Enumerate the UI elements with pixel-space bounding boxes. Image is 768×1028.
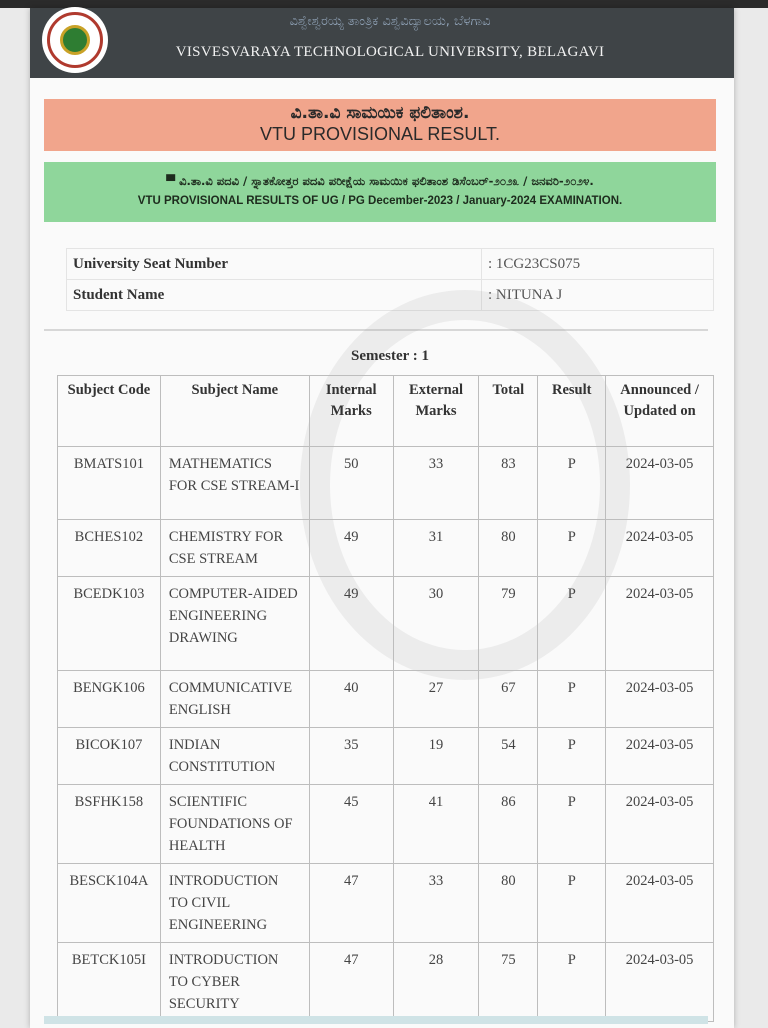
university-logo bbox=[42, 7, 108, 73]
external-marks: 28 bbox=[393, 943, 479, 1022]
table-row bbox=[58, 864, 714, 943]
usn-row bbox=[67, 249, 714, 280]
result: P bbox=[538, 728, 606, 785]
university-name-english: VISVESVARAYA TECHNOLOGICAL UNIVERSITY, BELAGAVI bbox=[175, 44, 605, 60]
internal-marks: 40 bbox=[309, 671, 393, 728]
announced-date: 2024-03-05 bbox=[606, 785, 714, 864]
announced-date: 2024-03-05 bbox=[606, 943, 714, 1022]
student-name-row bbox=[67, 280, 714, 311]
subject-name: INTRODUCTION TO CYBER SECURITY bbox=[160, 943, 309, 1022]
result: P bbox=[538, 447, 606, 520]
semester-label: Semester : 1 bbox=[350, 348, 430, 364]
table-row bbox=[58, 671, 714, 728]
exam-banner-english: VTU PROVISIONAL RESULTS OF UG / PG December-2023 / January-2024 EXAMINATION. bbox=[137, 195, 623, 207]
announced-date: 2024-03-05 bbox=[606, 447, 714, 520]
subject-code: BICOK107 bbox=[58, 728, 161, 785]
subject-name: COMPUTER-AIDED ENGINEERING DRAWING bbox=[160, 577, 309, 671]
subject-code: BENGK106 bbox=[58, 671, 161, 728]
total-marks: 79 bbox=[479, 577, 538, 671]
announced-date: 2024-03-05 bbox=[606, 728, 714, 785]
internal-marks: 49 bbox=[309, 520, 393, 577]
header-internal-marks: Internal Marks bbox=[309, 376, 393, 447]
result: P bbox=[538, 864, 606, 943]
announced-date: 2024-03-05 bbox=[606, 577, 714, 671]
table-row bbox=[58, 943, 714, 1022]
document-icon: ▀ bbox=[166, 174, 180, 188]
student-name-value: : NITUNA J bbox=[482, 280, 714, 311]
subject-name: INDIAN CONSTITUTION bbox=[160, 728, 309, 785]
subject-name: CHEMISTRY FOR CSE STREAM bbox=[160, 520, 309, 577]
exam-banner bbox=[44, 162, 716, 222]
usn-value: : 1CG23CS075 bbox=[482, 249, 714, 280]
external-marks: 30 bbox=[393, 577, 479, 671]
subject-code: BMATS101 bbox=[58, 447, 161, 520]
subject-name: MATHEMATICS FOR CSE STREAM-I bbox=[160, 447, 309, 520]
internal-marks: 47 bbox=[309, 943, 393, 1022]
result: P bbox=[538, 520, 606, 577]
total-marks: 80 bbox=[479, 864, 538, 943]
provisional-result-title bbox=[44, 99, 716, 151]
internal-marks: 49 bbox=[309, 577, 393, 671]
subject-code: BESCK104A bbox=[58, 864, 161, 943]
header-total: Total bbox=[479, 376, 538, 447]
internal-marks: 45 bbox=[309, 785, 393, 864]
total-marks: 80 bbox=[479, 520, 538, 577]
total-marks: 83 bbox=[479, 447, 538, 520]
subject-code: BCHES102 bbox=[58, 520, 161, 577]
table-row bbox=[58, 520, 714, 577]
external-marks: 41 bbox=[393, 785, 479, 864]
usn-label: University Seat Number bbox=[67, 249, 482, 280]
announced-date: 2024-03-05 bbox=[606, 520, 714, 577]
subject-name: INTRODUCTION TO CIVIL ENGINEERING bbox=[160, 864, 309, 943]
internal-marks: 50 bbox=[309, 447, 393, 520]
subject-name: SCIENTIFIC FOUNDATIONS OF HEALTH bbox=[160, 785, 309, 864]
result-title-kannada: ವಿ.ತಾ.ವಿ ಸಾಮಯಿಕ ಫಲಿತಾಂಶ. bbox=[290, 103, 470, 123]
external-marks: 27 bbox=[393, 671, 479, 728]
table-header-row bbox=[58, 376, 714, 447]
internal-marks: 47 bbox=[309, 864, 393, 943]
external-marks: 33 bbox=[393, 447, 479, 520]
header-result: Result bbox=[538, 376, 606, 447]
external-marks: 31 bbox=[393, 520, 479, 577]
marks-table bbox=[57, 375, 714, 1022]
header-announced-updated-on: Announced / Updated on bbox=[606, 376, 714, 447]
header-subject-name: Subject Name bbox=[160, 376, 309, 447]
result: P bbox=[538, 671, 606, 728]
university-name-kannada: ವಿಶ್ವೇಶ್ವರಯ್ಯ ತಾಂತ್ರಿಕ ವಿಶ್ವವಿದ್ಯಾಲಯ, ಬೆಳಗಾವಿ bbox=[289, 14, 491, 29]
announced-date: 2024-03-05 bbox=[606, 864, 714, 943]
total-marks: 75 bbox=[479, 943, 538, 1022]
student-name-label: Student Name bbox=[67, 280, 482, 311]
subject-code: BETCK105I bbox=[58, 943, 161, 1022]
header-subject-code: Subject Code bbox=[58, 376, 161, 447]
result: P bbox=[538, 785, 606, 864]
logo-emblem-icon bbox=[47, 12, 103, 68]
table-row bbox=[58, 785, 714, 864]
top-bar bbox=[0, 0, 768, 8]
result: P bbox=[538, 577, 606, 671]
subject-code: BSFHK158 bbox=[58, 785, 161, 864]
total-marks: 54 bbox=[479, 728, 538, 785]
student-info-table bbox=[66, 248, 714, 311]
subject-code: BCEDK103 bbox=[58, 577, 161, 671]
table-row bbox=[58, 447, 714, 520]
table-row bbox=[58, 577, 714, 671]
internal-marks: 35 bbox=[309, 728, 393, 785]
external-marks: 19 bbox=[393, 728, 479, 785]
total-marks: 86 bbox=[479, 785, 538, 864]
external-marks: 33 bbox=[393, 864, 479, 943]
table-row bbox=[58, 728, 714, 785]
result-title-english: VTU PROVISIONAL RESULT. bbox=[259, 124, 501, 144]
announced-date: 2024-03-05 bbox=[606, 671, 714, 728]
exam-banner-kannada: ▀ ವಿ.ತಾ.ವಿ ಪದವಿ / ಸ್ನಾತಕೋತ್ತರ ಪದವಿ ಪರೀಕ್ಷೆಯ ಸಾಮಯಿಕ ಫಲಿತಾಂಶ ಡಿಸೆಂಬರ್-೨೦೨೩ / ಜನವರಿ-೨೦೨೪. bbox=[166, 174, 594, 188]
result: P bbox=[538, 943, 606, 1022]
next-section-band bbox=[44, 1016, 708, 1024]
subject-name: COMMUNICATIVE ENGLISH bbox=[160, 671, 309, 728]
total-marks: 67 bbox=[479, 671, 538, 728]
header-external-marks: External Marks bbox=[393, 376, 479, 447]
